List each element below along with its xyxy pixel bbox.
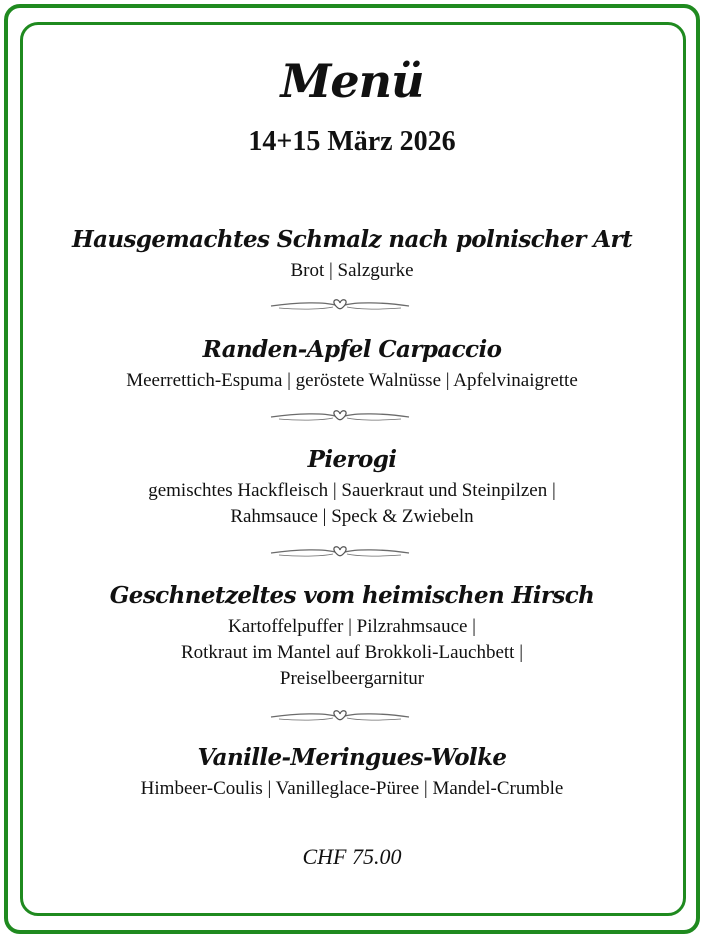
dish-name: Pierogi (307, 446, 397, 473)
menu-price: CHF 75.00 (302, 844, 402, 869)
dish-description (24, 258, 680, 284)
dish-description (24, 368, 680, 394)
dish-name: Hausgemachtes Schmalz nach polnischer Art (72, 226, 632, 253)
dish-description-line: Rotkraut im Mantel auf Brokkoli-Lauchbett | (180, 641, 524, 663)
dish-item (24, 336, 680, 394)
dish-item (24, 226, 680, 284)
dish-name: Vanille-Meringues-Wolke (197, 744, 507, 771)
dish-item (24, 744, 680, 802)
dish-description (24, 776, 680, 802)
dish-description (24, 478, 680, 530)
dish-description-line: Kartoffelpuffer | Pilzrahmsauce | (227, 615, 476, 637)
dish-name: Randen-Apfel Carpaccio (202, 336, 502, 363)
dish-name: Geschnetzeltes vom heimischen Hirsch (109, 582, 595, 609)
flourish-divider-icon (269, 297, 411, 313)
dish-description-line: Rahmsauce | Speck & Zwiebeln (230, 505, 474, 527)
dish-description (24, 614, 680, 692)
dish-description-line: gemischtes Hackfleisch | Sauerkraut und Steinpilzen | (148, 479, 556, 501)
dish-item (24, 446, 680, 530)
dish-description-line: Preiselbeergarnitur (279, 667, 425, 689)
dish-description-line: Himbeer-Coulis | Vanilleglace-Püree | Mandel-Crumble (140, 777, 564, 799)
flourish-divider-icon (269, 408, 411, 424)
dish-description-line: Meerrettich-Espuma | geröstete Walnüsse | Apfelvinaigrette (126, 369, 578, 391)
menu-title: Menü (280, 54, 424, 108)
flourish-divider-icon (269, 544, 411, 560)
menu-card (24, 24, 680, 904)
dish-item (24, 582, 680, 692)
menu-date: 14+15 März 2026 (248, 126, 456, 157)
flourish-divider-icon (269, 708, 411, 724)
dish-description-line: Brot | Salzgurke (290, 259, 414, 281)
